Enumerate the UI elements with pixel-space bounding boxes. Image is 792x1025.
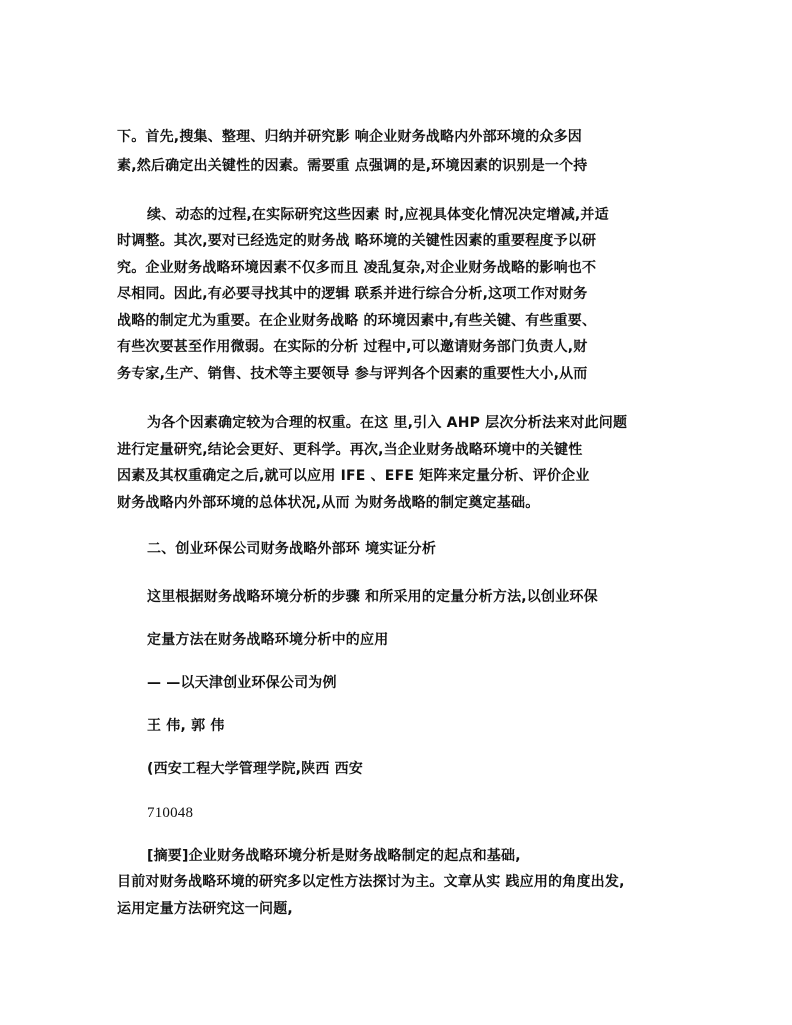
body-text-line: 下。首先,搜集、整理、归纳并研究影 响企业财务战略内外部环境的众多因 (117, 129, 582, 145)
abstract-line: [摘要]企业财务战略环境分析是财务战略制定的起点和基础, (147, 848, 521, 864)
body-text-line: 有些次要甚至作用微弱。在实际的分析 过程中,可以邀请财务部门负责人,财 (117, 339, 588, 355)
body-text-line: 素,然后确定出关键性的因素。需要重 点强调的是,环境因素的识别是一个持 (117, 158, 588, 174)
postal-code: 710048 (147, 805, 194, 821)
article-subtitle: — —以天津创业环保公司为例 (147, 675, 337, 691)
body-text-line: 进行定量研究,结论会更好、更科学。再次,当企业财务战略环境中的关键性 (117, 442, 583, 458)
section-intro: 这里根据财务战略环境分析的步骤 和所采用的定量分析方法,以创业环保 (147, 589, 598, 605)
body-text-line: 究。企业财务战略环境因素不仅多而且 凌乱复杂,对企业财务战略的影响也不 (117, 260, 597, 276)
section-heading: 二、创业环保公司财务战略外部环 境实证分析 (147, 541, 437, 557)
body-text-line: 战略的制定尤为重要。在企业财务战略 的环境因素中,有些关键、有些重要、 (117, 313, 597, 329)
body-text-line: 务专家,生产、销售、技术等主要领导 参与评判各个因素的重要性大小,从而 (117, 366, 588, 382)
body-text-line: 时调整。其次,要对已经选定的财务战 略环境的关键性因素的重要程度予以研 (117, 233, 597, 249)
body-text-line: 尽相同。因此,有必要寻找其中的逻辑 联系并进行综合分析,这项工作对财务 (117, 286, 588, 302)
body-text-line: 因素及其权重确定之后,就可以应用 IFE 、EFE 矩阵来定量分析、评价企业 (117, 468, 590, 484)
abstract-line: 目前对财务战略环境的研究多以定性方法探讨为主。文章从实 践应用的角度出发, (117, 874, 625, 890)
body-text-line: 为各个因素确定较为合理的权重。在这 里,引入 AHP 层次分析法来对此问题 (147, 415, 628, 431)
abstract-line: 运用定量方法研究这一问题, (117, 901, 293, 917)
body-text-line: 续、动态的过程,在实际研究这些因素 时,应视具体变化情况决定增减,并适 (147, 207, 609, 223)
authors: 王 伟, 郭 伟 (147, 718, 225, 734)
affiliation: (西安工程大学管理学院,陕西 西安 (147, 761, 363, 777)
article-title: 定量方法在财务战略环境分析中的应用 (147, 632, 389, 648)
body-text-line: 财务战略内外部环境的总体状况,从而 为财务战略的制定奠定基础。 (117, 495, 540, 511)
